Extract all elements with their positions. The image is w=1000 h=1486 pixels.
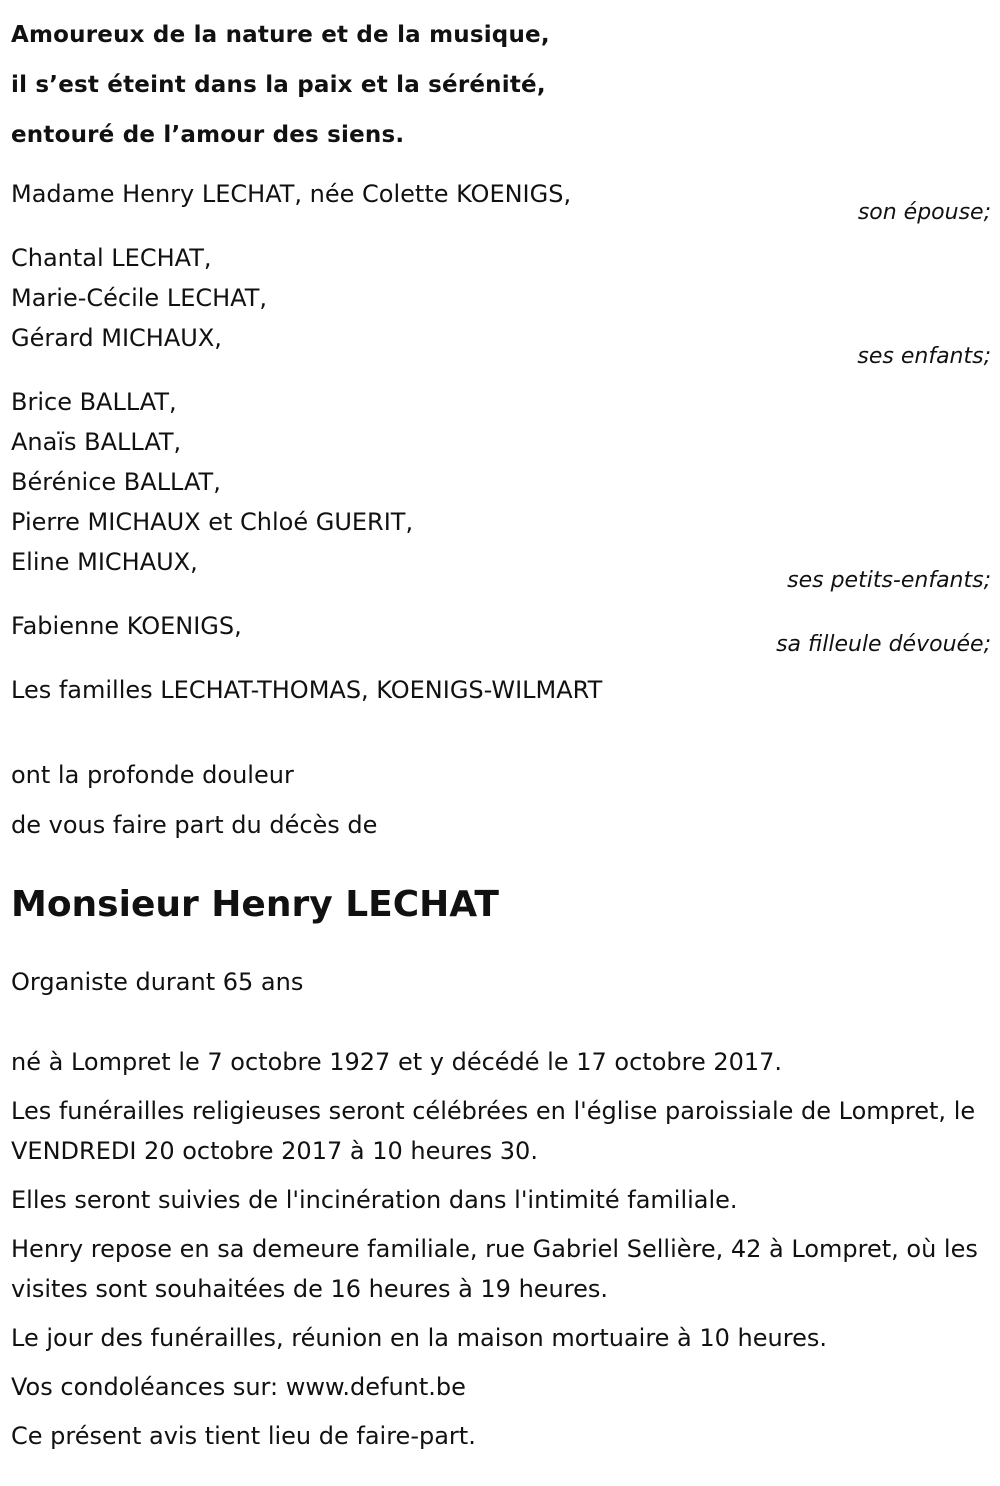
- announcement-line: de vous faire part du décès de: [11, 811, 378, 839]
- epigraph-line: Amoureux de la nature et de la musique,: [11, 22, 550, 48]
- announcement: [11, 750, 991, 850]
- occupation: Organiste durant 65 ans: [11, 968, 304, 996]
- family-name: Madame Henry LECHAT, née Colette KOENIGS,: [11, 180, 572, 208]
- condolences-paragraph: Vos condoléances sur: www.defunt.be: [11, 1373, 466, 1401]
- epigraph: [11, 10, 991, 160]
- family-name: Fabienne KOENIGS,: [11, 612, 242, 640]
- family-group-grandchildren: [11, 382, 991, 593]
- deceased-name: Monsieur Henry LECHAT: [11, 884, 499, 925]
- detail-paragraph: Les funérailles religieuses seront célébrées en l'église paroissiale de Lompret, le VENDREDI 20 octobre 2017 à 10 heures 30.: [11, 1097, 976, 1165]
- detail-paragraph: Ce présent avis tient lieu de faire-part.: [11, 1422, 476, 1450]
- family-group-children: [11, 238, 991, 369]
- relation-label: son épouse;: [857, 200, 991, 225]
- family-name: Marie-Cécile LECHAT,: [11, 284, 268, 312]
- family-name: Bérénice BALLAT,: [11, 468, 221, 496]
- family-name: Pierre MICHAUX et Chloé GUERIT,: [11, 508, 414, 536]
- obituary-notice: [11, 0, 991, 1465]
- family-group-goddaughter: [11, 606, 991, 657]
- detail-paragraph: Le jour des funérailles, réunion en la maison mortuaire à 10 heures.: [11, 1324, 827, 1352]
- family-name: Chantal LECHAT,: [11, 244, 212, 272]
- announcement-line: ont la profonde douleur: [11, 761, 294, 789]
- family-name: Brice BALLAT,: [11, 388, 177, 416]
- detail-paragraph: né à Lompret le 7 octobre 1927 et y décédé le 17 octobre 2017.: [11, 1048, 783, 1076]
- relation-label: ses enfants;: [857, 344, 991, 369]
- family-name: Gérard MICHAUX,: [11, 324, 222, 352]
- epigraph-line: il s’est éteint dans la paix et la sérénité,: [11, 72, 546, 98]
- family-group-spouse: [11, 174, 991, 225]
- epigraph-line: entouré de l’amour des siens.: [11, 122, 405, 148]
- funeral-details: [11, 1042, 991, 1456]
- relation-label: sa filleule dévouée;: [776, 632, 991, 657]
- detail-paragraph: Henry repose en sa demeure familiale, rue Gabriel Sellière, 42 à Lompret, où les visites sont souhaitées de 16 heures à 19 heures.: [11, 1235, 978, 1303]
- family-name: Anaïs BALLAT,: [11, 428, 182, 456]
- families-line: Les familles LECHAT-THOMAS, KOENIGS-WILMART: [11, 676, 603, 704]
- detail-paragraph: Elles seront suivies de l'incinération dans l'intimité familiale.: [11, 1186, 738, 1214]
- family-name: Eline MICHAUX,: [11, 548, 198, 576]
- relation-label: ses petits-enfants;: [787, 568, 991, 593]
